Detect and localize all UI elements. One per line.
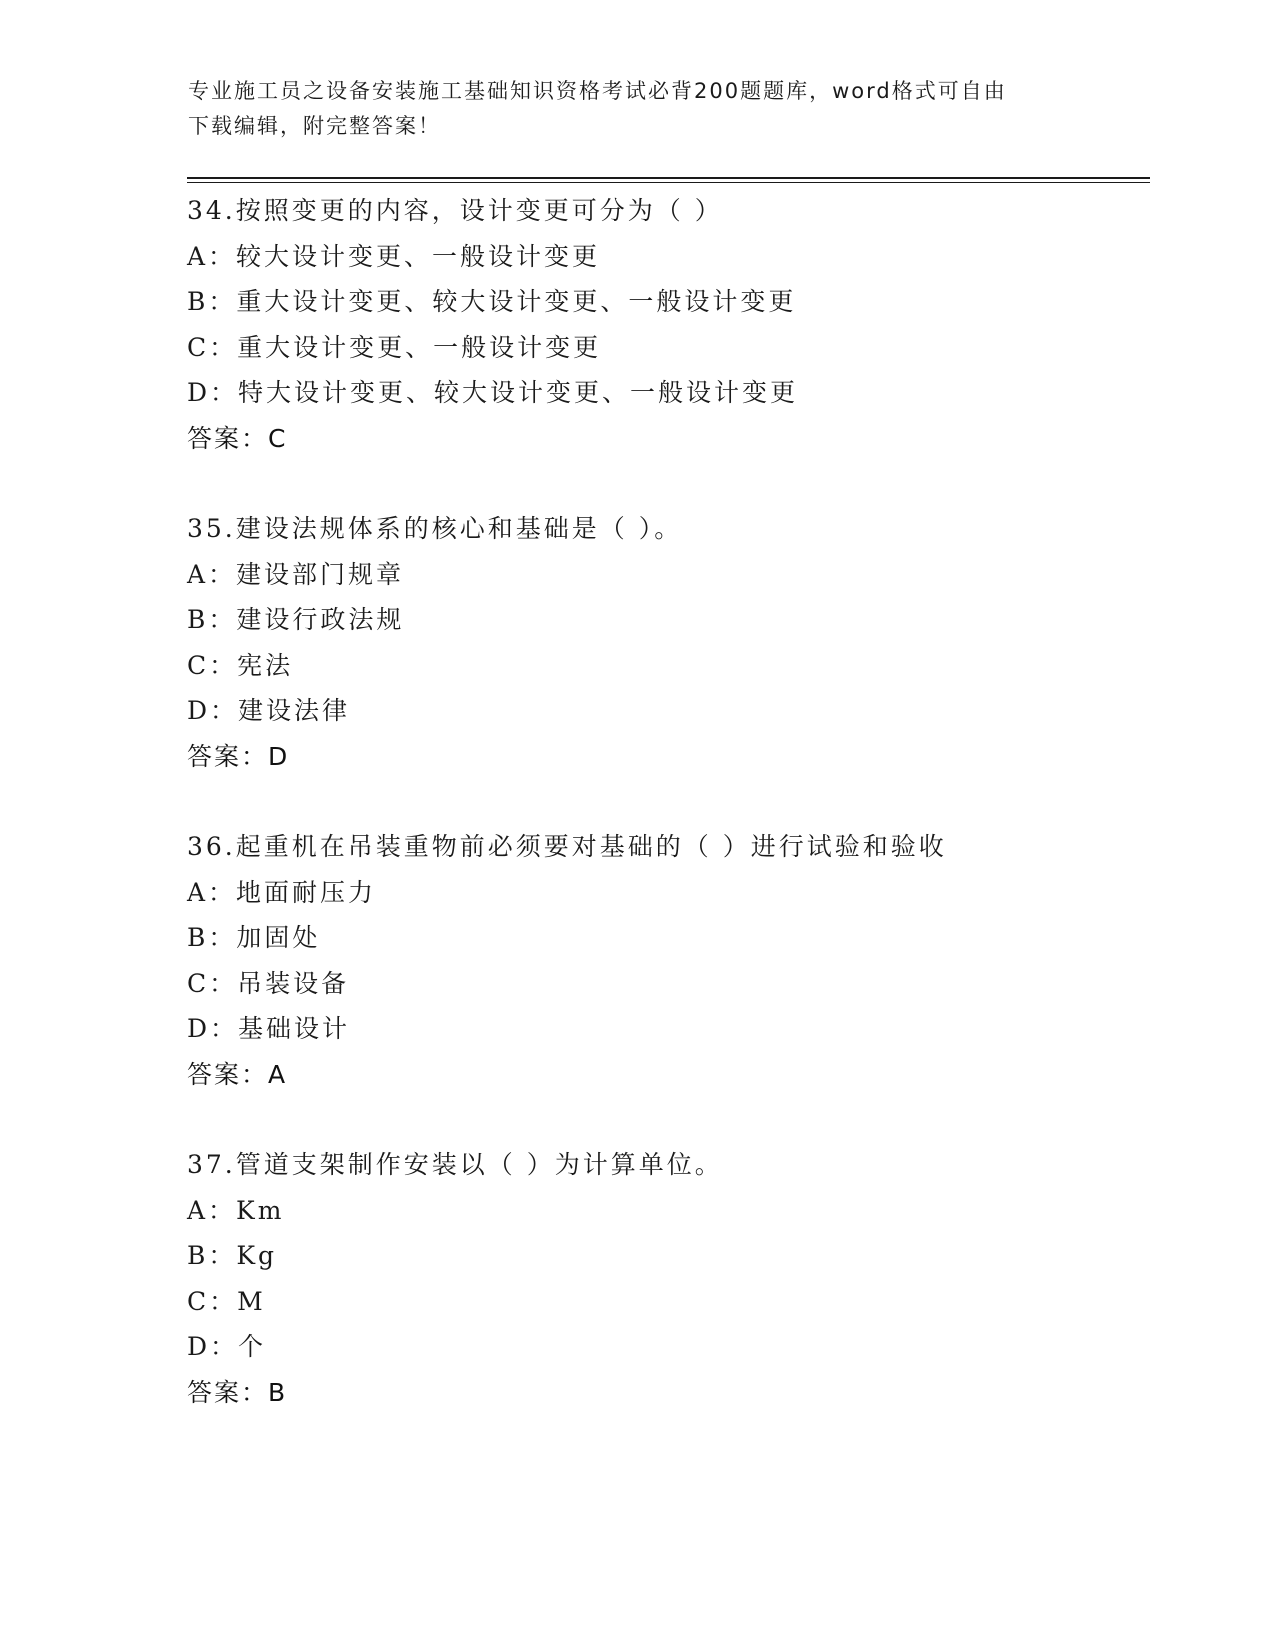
question-stem: 34.按照变更的内容，设计变更可分为（ ） [187,196,723,225]
option-b: B：Kg [187,1241,278,1270]
option-d: D：个 [187,1332,267,1361]
question-stem: 35.建设法规体系的核心和基础是（ ）。 [187,514,683,543]
option-a: A：Km [187,1195,285,1225]
question-37 [187,1142,1187,1415]
option-d: D：基础设计 [187,1014,351,1043]
document-header [188,74,1068,144]
answer-line: 答案：D [187,741,290,771]
answer-line: 答案：C [187,423,288,453]
option-a: A：较大设计变更、一般设计变更 [187,241,601,271]
answer-line: 答案：A [187,1059,288,1089]
option-a: A：地面耐压力 [187,877,377,907]
option-b: B：加固处 [187,923,321,952]
option-a: A：建设部门规章 [187,559,405,589]
header-divider-thick [187,177,1150,179]
option-c: C：M [187,1286,266,1316]
answer-line: 答案：B [187,1377,288,1407]
option-c: C：重大设计变更、一般设计变更 [187,332,602,362]
question-34 [187,188,1187,461]
option-d: D：特大设计变更、较大设计变更、一般设计变更 [187,378,799,407]
option-c: C：宪法 [187,650,294,680]
header-line-2: 下载编辑，附完整答案！ [188,114,441,138]
header-line-1: 专业施工员之设备安装施工基础知识资格考试必背200题题库，word格式可自由 [188,79,1007,103]
question-35 [187,506,1187,779]
header-divider-thin [187,182,1150,183]
question-36 [187,824,1187,1097]
option-c: C：吊装设备 [187,968,350,998]
option-b: B：建设行政法规 [187,605,405,634]
option-d: D：建设法律 [187,696,351,725]
question-stem: 37.管道支架制作安装以（ ）为计算单位。 [187,1150,723,1179]
question-stem: 36.起重机在吊装重物前必须要对基础的（ ）进行试验和验收 [187,832,947,861]
option-b: B：重大设计变更、较大设计变更、一般设计变更 [187,287,797,316]
